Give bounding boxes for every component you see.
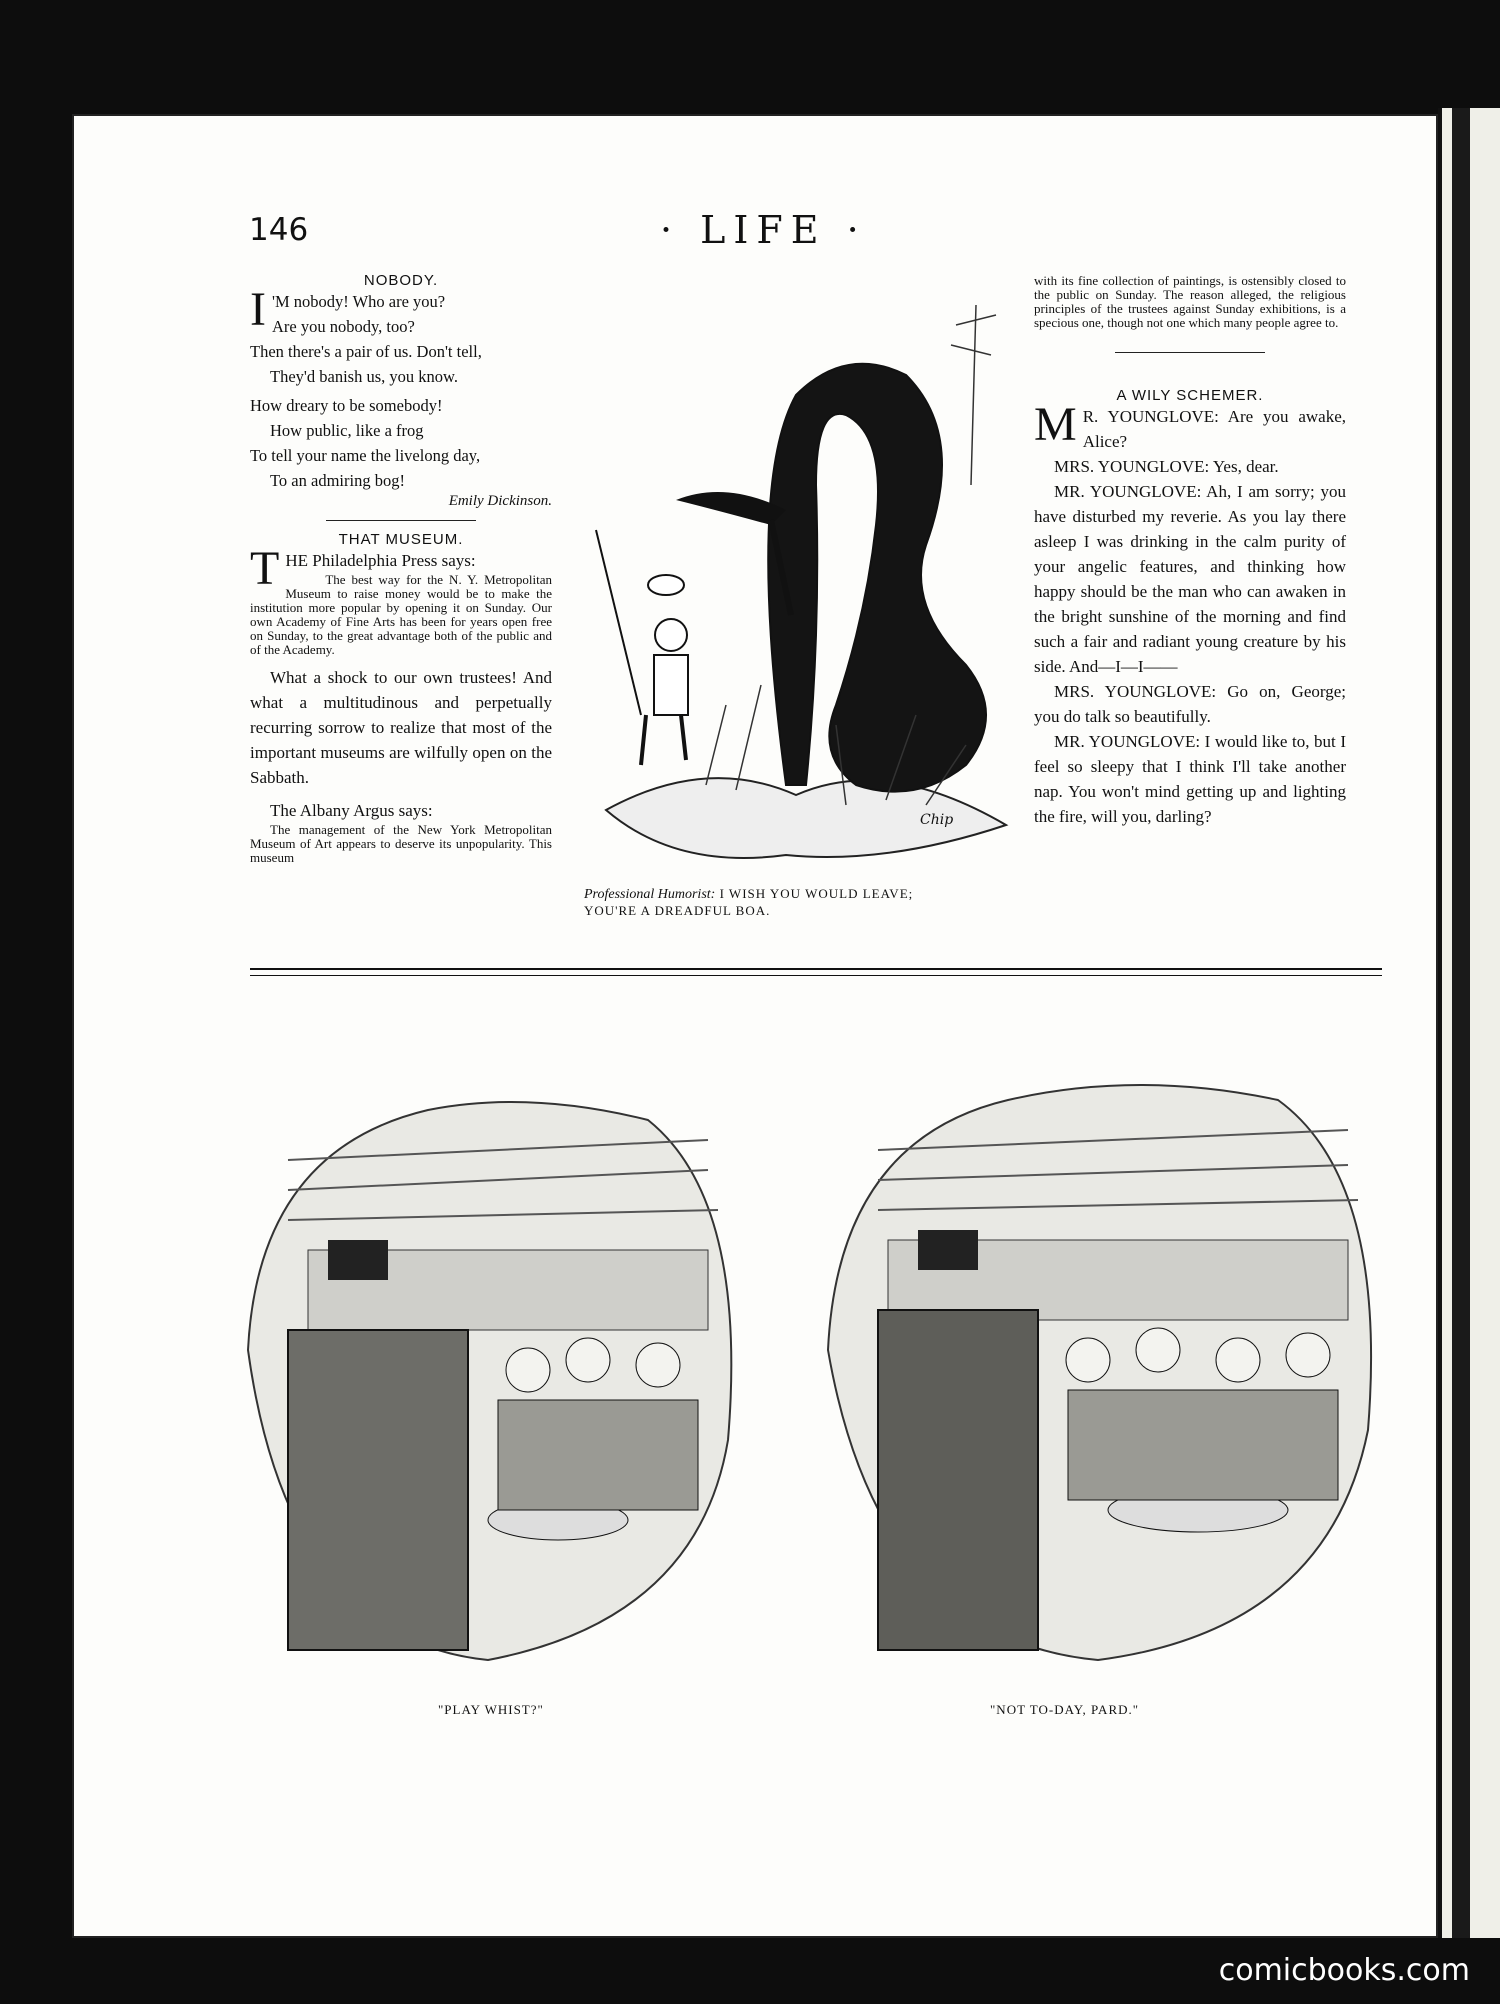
schemer-line: MRS. YOUNGLOVE: Go on, George; you do talk so beautifully. [1034,682,1346,726]
right-column [1034,274,1346,829]
left-column [250,272,552,865]
snake-cartoon [586,285,1016,875]
cartoon-signature: Chip [920,812,954,828]
museum-argus-intro: The Albany Argus says: [270,801,433,820]
museum-intro: HE Philadelphia Press says: [285,551,476,570]
poem-line: To an admiring bog! [270,471,405,490]
museum-heading: THAT MUSEUM. [338,531,464,548]
schemer-opening: R. YOUNGLOVE: Are you awake, Alice? [1082,407,1346,451]
caption-line-1: I WISH YOU WOULD LEAVE; [719,886,914,901]
next-page-edge [1438,108,1500,1938]
museum-body: What a shock to our own trustees! And what a multitudinous and perpetually recurring sorrow to realize that most of the important museums are wilfully open on the Sabbath. [250,668,552,787]
nobody-poem [250,283,552,493]
nobody-heading: NOBODY. [363,272,439,289]
schemer-line: MR. YOUNGLOVE: I would like to, but I feel so sleepy that I think I'll take another nap. You won't mind getting up and lighting the fire, will you, darling? [1034,732,1346,826]
museum-dropcap: T [250,542,280,595]
schemer-line: MRS. YOUNGLOVE: Yes, dear. [1054,457,1279,476]
schemer-article [1034,398,1346,829]
section-rule [1115,352,1265,353]
poem-line: They'd banish us, you know. [270,367,458,386]
poem-line: How dreary to be somebody! [250,396,443,415]
poem-line: To tell your name the livelong day, [250,446,481,465]
schemer-dropcap: M [1034,398,1077,451]
double-rule [250,968,1382,976]
poem-line: Then there's a pair of us. Don't tell, [250,342,482,361]
nobody-dropcap: I [250,283,266,336]
museum-press-quote: The best way for the N. Y. Metropolitan Museum to raise money would be to make the institution more popular by opening it on Sunday. Our own Academy of Fine Arts has been for years open free on Sunday, to the great advantage both of the public and of the Academy. [250,572,552,657]
museum-continued: with its fine collection of paintings, is ostensibly closed to the public on Sunday. The reason alleged, the religious principles of the trustees against Sunday exhibitions, is a specious one, though not one which many people agree to. [1034,273,1346,330]
poem-line: 'M nobody! Who are you? [271,292,446,311]
panel-right-illustration [808,990,1388,1670]
cartoon-caption [584,886,1024,919]
section-rule [326,520,476,521]
museum-article [250,542,552,865]
poem-line: How public, like a frog [270,421,424,440]
schemer-line: MR. YOUNGLOVE: Ah, I am sorry; you have disturbed my reverie. As you lay there asleep I was drinking in the calm purity of your angelic features, and thinking how happy should be the man who can awaken in the bright sunshine of the morning and find such a fair and radiant young creature by his side. And—I—I—— [1034,482,1346,676]
caption-speaker: Professional Humorist: [584,887,716,902]
page-number: 146 [249,212,309,248]
museum-argus-quote: The management of the New York Metropolitan Museum of Art appears to deserve its unpopularity. This museum [250,822,552,865]
poem-attribution: Emily Dickinson. [448,493,552,509]
panel-right-caption: "NOT TO-DAY, PARD." [990,1702,1140,1717]
watermark: comicbooks.com [1218,1953,1470,1988]
panel-left-illustration [228,1020,748,1670]
panel-left-caption: "PLAY WHIST?" [438,1702,544,1717]
schemer-heading: A WILY SCHEMER. [1116,387,1264,404]
poem-line: Are you nobody, too? [271,317,415,336]
caption-line-2: YOU'RE A DREADFUL BOA. [584,903,771,918]
masthead: · LIFE · [660,208,867,252]
